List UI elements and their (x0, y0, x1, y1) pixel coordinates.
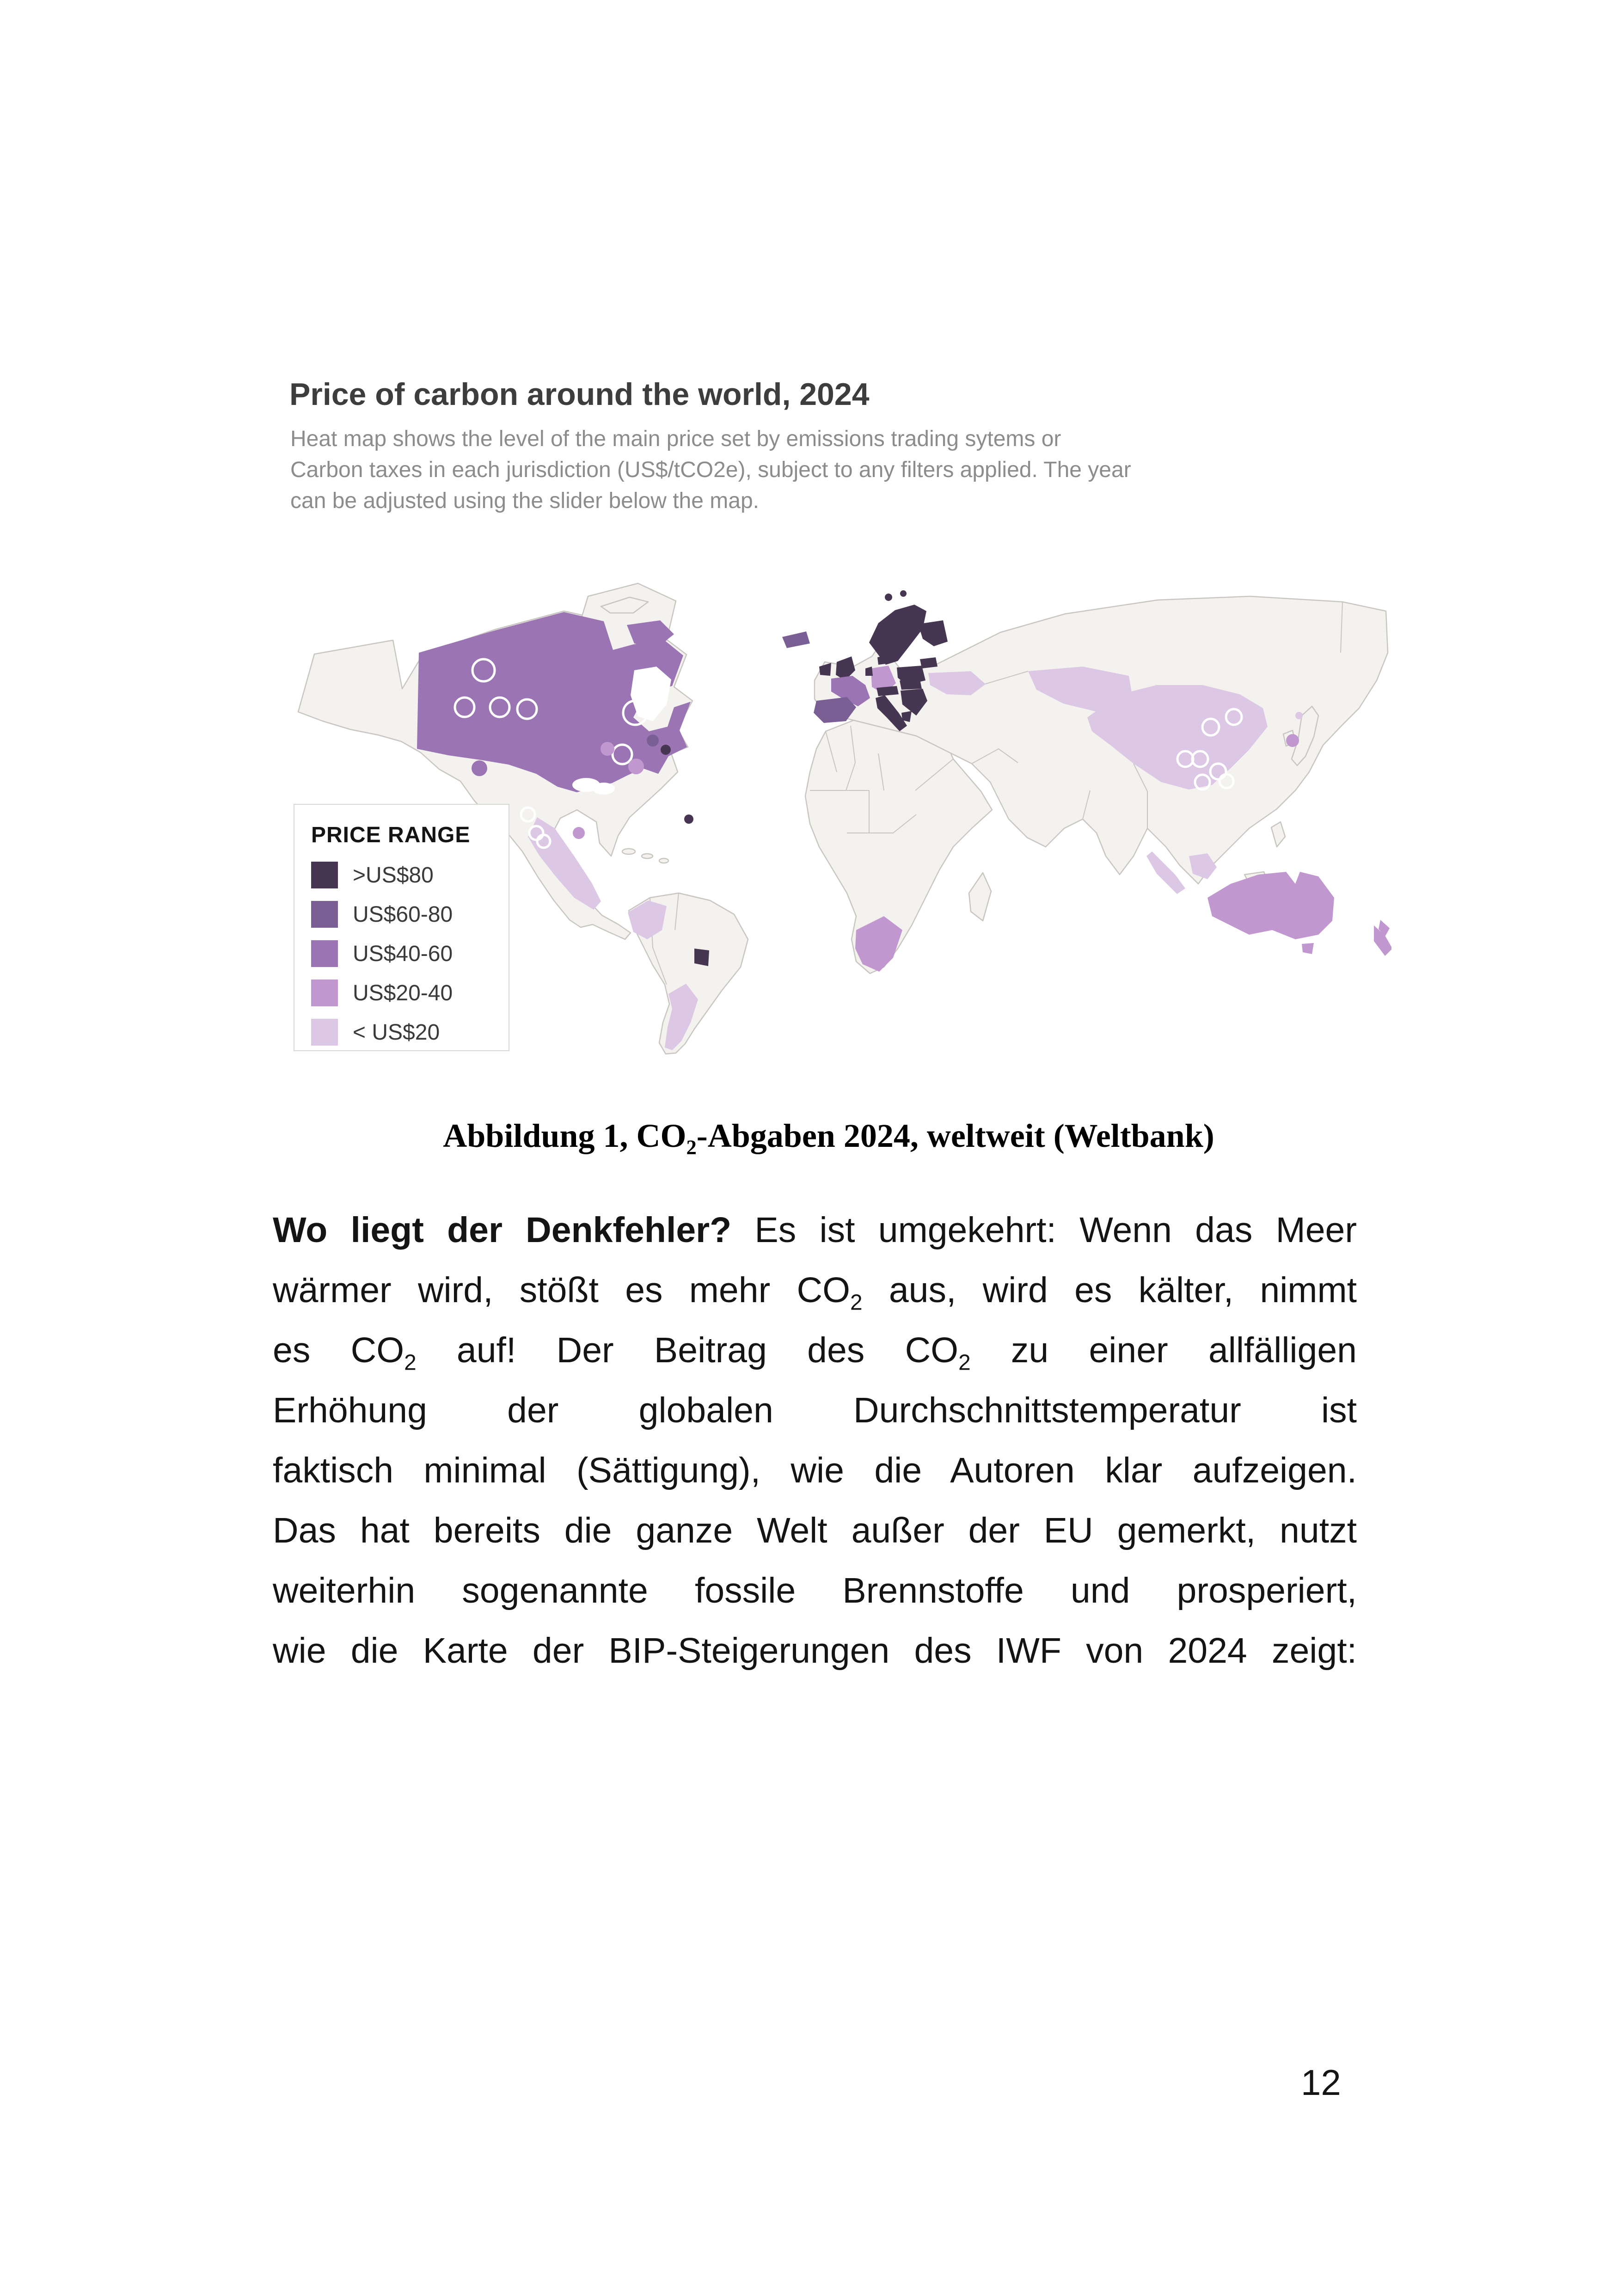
region-madagascar (969, 873, 991, 921)
region-baltics (920, 657, 938, 668)
ets-dot-washington (471, 728, 485, 742)
body-line: Das hat bereits die ganze Welt außer der EU gemerkt, nutzt (273, 1511, 1357, 1550)
legend-title: PRICE RANGE (311, 823, 471, 847)
figure-subtitle-line: can be adjusted using the slider below the map. (290, 489, 759, 513)
ets-dot (628, 759, 644, 774)
region-svalbard (885, 594, 892, 601)
region-australia (1207, 872, 1334, 939)
legend-label: US$40-60 (353, 941, 453, 966)
body-line: es $CO_2$ auf! Der Beitrag des $CO_2$ zu einer allfälligen (273, 1330, 1357, 1375)
region-svalbard (900, 590, 907, 597)
map-legend (294, 804, 509, 1051)
body-line: Wo liegt der Denkfehler? Es ist umgekehrt: Wenn das Meer (273, 1210, 1357, 1250)
figure-subtitle-line: Carbon taxes in each jurisdiction (US$/tCO2e), subject to any filters applied. The year (290, 458, 1131, 482)
ets-dot (661, 745, 671, 755)
region-philippines (1271, 822, 1285, 847)
legend-label: < US$20 (353, 1020, 440, 1045)
figure-subtitle (290, 423, 1131, 516)
caption-text: Abbildung 1, CO (443, 1117, 686, 1154)
legend-swatch (311, 940, 338, 967)
figure-title: Price of carbon around the world, 2024 (289, 377, 870, 412)
caption-subscript: 2 (686, 1135, 697, 1159)
body-line: Erhöhung der globalen Durchschnittstemperatur ist (273, 1390, 1357, 1430)
world-map (277, 532, 1391, 1072)
ets-dot (601, 742, 614, 756)
legend-item (311, 901, 504, 928)
great-lakes (593, 783, 615, 795)
co2-subscript: 2 (404, 1350, 417, 1375)
region-caribbean (622, 849, 635, 854)
caption-text: -Abgaben 2024, weltweit (Weltbank) (696, 1117, 1214, 1154)
body-bold-lead: Wo liegt der Denkfehler? (273, 1210, 732, 1250)
legend-item (311, 980, 504, 1006)
ets-dot (647, 735, 659, 747)
region-caribbean (659, 858, 668, 863)
legend-label: >US$80 (353, 863, 434, 888)
co2-subscript: 2 (958, 1350, 971, 1375)
legend-swatch (311, 980, 338, 1006)
body-paragraph (273, 1200, 1357, 1681)
legend-item (311, 862, 504, 888)
figure-subtitle-line: Heat map shows the level of the main price set by emissions trading sytems or (290, 427, 1061, 451)
body-line: wärmer wird, stößt es mehr $CO_2$ aus, wird es kälter, nimmt (273, 1270, 1357, 1315)
legend-label: US$60-80 (353, 902, 453, 927)
region-finland (918, 620, 948, 646)
body-line: weiterhin sogenannte fossile Brennstoffe und prosperiert, (273, 1571, 1357, 1610)
marker-guyana (684, 814, 693, 824)
legend-label: US$20-40 (353, 980, 453, 1005)
legend-swatch (311, 862, 338, 888)
figure-caption (287, 1117, 1371, 1159)
region-caribbean (642, 854, 653, 858)
legend-swatch (311, 901, 338, 928)
region-uruguay (694, 949, 709, 966)
co2-subscript: 2 (850, 1290, 863, 1315)
legend-swatch (311, 1019, 338, 1046)
body-line: faktisch minimal (Sättigung), wie die Autoren klar aufzeigen. (273, 1451, 1357, 1490)
page-number: 12 (1301, 2062, 1341, 2103)
ets-dot (573, 827, 585, 839)
ets-dot (1295, 712, 1303, 719)
ets-dot-tokyo (1286, 734, 1299, 747)
region-tasmania (1302, 943, 1314, 954)
region-iceland (782, 631, 810, 648)
ets-dot-california (472, 760, 487, 776)
region-ireland (819, 663, 831, 676)
legend-item (311, 940, 504, 967)
body-line: wie die Karte der BIP-Steigerungen des IWF von 2024 zeigt: (273, 1631, 1357, 1671)
region-new-zealand (1374, 920, 1391, 956)
legend-item (311, 1019, 504, 1046)
